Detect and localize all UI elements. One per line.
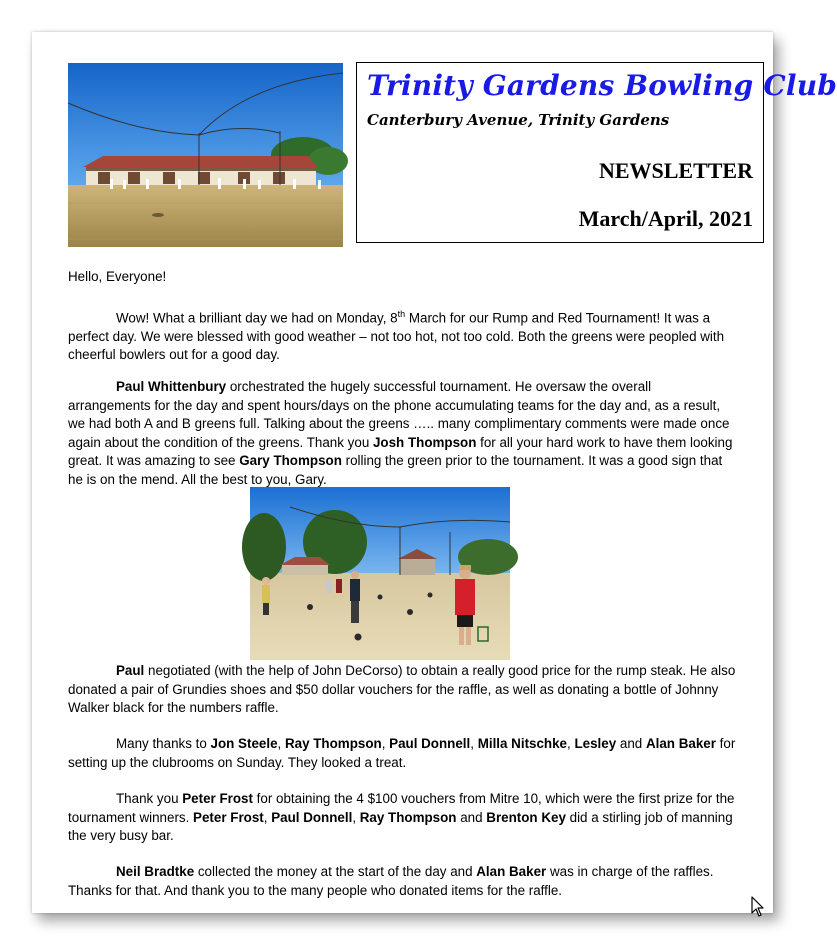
separator: and: [456, 809, 487, 825]
person-name: Peter Frost: [193, 809, 264, 825]
separator: ,: [277, 736, 285, 751]
text-run: did a stirling job of manning the very busy bar.: [68, 809, 733, 843]
person-name: Neil Bradtke: [116, 864, 195, 879]
newsletter-masthead: [356, 62, 837, 243]
clubhouse-photo: [68, 63, 343, 247]
paragraph-thanks-setup: [68, 735, 736, 772]
person-name: Brenton Key: [486, 809, 566, 825]
separator: ,: [263, 809, 272, 825]
person-name: Ray Thompson: [359, 809, 457, 825]
separator: ,: [470, 736, 478, 751]
club-address: Canterbury Avenue, Trinity Gardens: [367, 111, 670, 129]
text-run: Thank you: [116, 791, 183, 806]
person-name: Paul Donnell: [389, 736, 471, 751]
person-name: Ray Thompson: [284, 736, 382, 751]
person-name: Milla Nitschke: [477, 736, 568, 751]
separator: and: [616, 736, 646, 751]
separator: ,: [567, 736, 575, 751]
text-run: negotiated (with the help of John DeCorso) to obtain a really good price for the rump steak. He also donated a pair of Grundies shoes and $50 dollar vouchers for the raffle, as well as donating a bottle of Johnny Walker black for the numbers raffle.: [68, 663, 736, 715]
bowlers-on-green-photo: [250, 487, 510, 660]
text-run: rolling the green prior to the tournament. It was a good sign that he is on the mend. All the best to you, Gary.: [68, 453, 723, 487]
separator: ,: [352, 809, 360, 825]
separator: ,: [381, 736, 390, 751]
text-run: for setting up the clubrooms on Sunday. They looked a treat.: [68, 736, 736, 770]
text-run: collected the money at the start of the day and: [194, 864, 477, 879]
person-name: Peter Frost: [182, 791, 253, 806]
ordinal-suffix: th: [397, 309, 406, 319]
text-run: for all your hard work to have them looking great. It was amazing to see: [68, 434, 733, 468]
paragraph-organiser: [68, 378, 736, 489]
person-name: Josh Thompson: [372, 434, 477, 450]
person-name: Paul Whittenbury: [116, 379, 227, 394]
person-name: Paul: [116, 663, 145, 678]
person-name: Alan Baker: [476, 864, 547, 879]
text-run: Many thanks to: [116, 736, 211, 751]
club-name: Trinity Gardens Bowling Club: [367, 69, 837, 102]
paragraph-raffles: [68, 863, 736, 900]
text-run: Wow! What a brilliant day we had on Monday, 8: [116, 310, 398, 326]
newsletter-label: NEWSLETTER: [598, 158, 753, 183]
text-run: March for our Rump and Red Tournament! It was a perfect day. We were blessed with good weather – not too hot, not too cold. Both the greens were peopled with cheerful bowlers out for a good day.: [68, 310, 725, 363]
paragraph-vouchers-bar: [68, 790, 736, 846]
person-name: Alan Baker: [645, 736, 716, 751]
text-run: orchestrated the hugely successful tournament. He oversaw the overall arrangements for the day and spent hours/days on the phone accumulating teams for the day and, as a result, we had both A and B greens full. Talking about the greens ….. many complimentary comments were made once again about the condition of the greens. Thank you: [68, 379, 730, 450]
text-run: was in charge of the raffles. Thanks for that. And thank you to the many people who donated items for the raffle.: [68, 864, 714, 898]
greeting: Hello, Everyone!: [68, 269, 167, 284]
person-name: Paul Donnell: [271, 809, 353, 825]
newsletter-page: [32, 32, 837, 913]
paragraph-sponsor: [68, 662, 736, 718]
person-name: Gary Thompson: [239, 453, 342, 468]
issue-date: March/April, 2021: [578, 206, 753, 231]
person-name: Jon Steele: [210, 736, 278, 751]
paragraph-tournament-day: [68, 305, 736, 365]
text-run: for obtaining the 4 $100 vouchers from Mitre 10, which were the first prize for the tournament winners.: [68, 791, 735, 825]
person-name: Lesley: [574, 736, 617, 751]
mouse-pointer-icon: [751, 896, 767, 918]
